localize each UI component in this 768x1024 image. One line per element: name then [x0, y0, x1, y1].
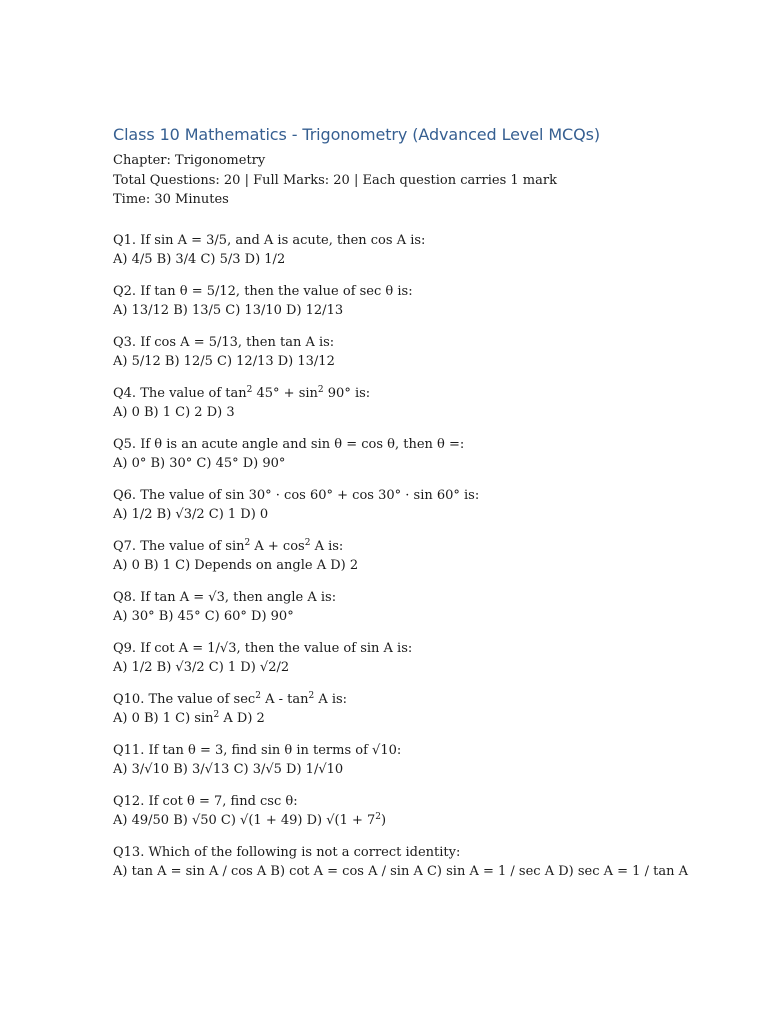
- question-q1: [113, 231, 733, 270]
- question-text: Q7. The value of $\sin^2 A + \cos^2 A$ is:: [113, 537, 344, 554]
- question-text: Q12. If cot θ = 7, find csc θ:: [113, 793, 298, 809]
- question-text: Q13. Which of the following is not a correct identity:: [113, 844, 461, 860]
- document-content: [113, 124, 733, 894]
- question-q2: [113, 282, 733, 321]
- time-line: Time: 30 Minutes: [113, 192, 229, 207]
- question-options: A) 1/2 B) √3/2 C) 1 D) √2/2: [113, 660, 290, 675]
- question-q6: [113, 486, 733, 525]
- question-options: A) 3/√10 B) 3/√13 C) 3/√5 D) 1/√10: [113, 762, 344, 777]
- question-options: A) tan A = sin A / cos A B) cot A = cos A / sin A C) sin A = 1 / sec A D) sec A = 1 / tan A: [113, 864, 688, 879]
- question-text: Q4. The value of $\tan^2 45^\circ + \sin^2 90^\circ$ is:: [113, 384, 371, 401]
- question-text: Q8. If tan A = √3, then angle A is:: [113, 589, 337, 605]
- question-text: Q1. If sin A = 3/5, and A is acute, then cos A is:: [113, 232, 426, 248]
- question-text: Q11. If tan θ = 3, find sin θ in terms of √10:: [113, 742, 402, 758]
- question-q13: [113, 843, 733, 882]
- question-options: A) 1/2 B) √3/2 C) 1 D) 0: [113, 507, 269, 522]
- question-options: A) 0 B) 1 C) 2 D) 3: [113, 405, 235, 420]
- question-q5: [113, 435, 733, 474]
- totals-line: Total Questions: 20 | Full Marks: 20 | Each question carries 1 mark: [113, 172, 557, 188]
- question-q9: [113, 639, 733, 678]
- document-title: Class 10 Mathematics - Trigonometry (Advanced Level MCQs): [113, 125, 600, 144]
- question-q11: [113, 741, 733, 780]
- question-q12: [113, 792, 733, 831]
- question-text: Q6. The value of sin 30° · cos 60° + cos 30° · sin 60° is:: [113, 487, 480, 503]
- question-text: Q3. If cos A = 5/13, then tan A is:: [113, 334, 335, 350]
- question-options: A) 49/50 B) √50 C) √(1 + 49) D) $√(1 + 7^2)$: [113, 812, 387, 828]
- question-options: A) 0 B) 1 C) Depends on angle A D) 2: [113, 558, 359, 573]
- question-text: Q9. If cot A = 1/√3, then the value of sin A is:: [113, 640, 413, 656]
- question-q4: [113, 384, 733, 423]
- question-options: A) 0 B) 1 C) $\sin^2 A$ D) 2: [113, 710, 265, 726]
- question-options: A) 5/12 B) 12/5 C) 12/13 D) 13/12: [113, 354, 335, 369]
- question-list: [113, 231, 733, 882]
- question-options: A) 4/5 B) 3/4 C) 5/3 D) 1/2: [113, 252, 286, 267]
- question-text: Q5. If θ is an acute angle and sin θ = cos θ, then θ =:: [113, 436, 465, 452]
- question-q7: [113, 537, 733, 576]
- question-q3: [113, 333, 733, 372]
- question-options: A) 13/12 B) 13/5 C) 13/10 D) 12/13: [113, 303, 344, 318]
- question-options: A) 30° B) 45° C) 60° D) 90°: [113, 609, 294, 624]
- question-text: Q10. The value of $\sec^2 A - \tan^2 A$ is:: [113, 690, 348, 707]
- question-text: Q2. If tan θ = 5/12, then the value of sec θ is:: [113, 283, 413, 299]
- chapter-line: Chapter: Trigonometry: [113, 153, 266, 168]
- question-options: A) 0° B) 30° C) 45° D) 90°: [113, 456, 286, 471]
- question-q8: [113, 588, 733, 627]
- question-q10: [113, 690, 733, 729]
